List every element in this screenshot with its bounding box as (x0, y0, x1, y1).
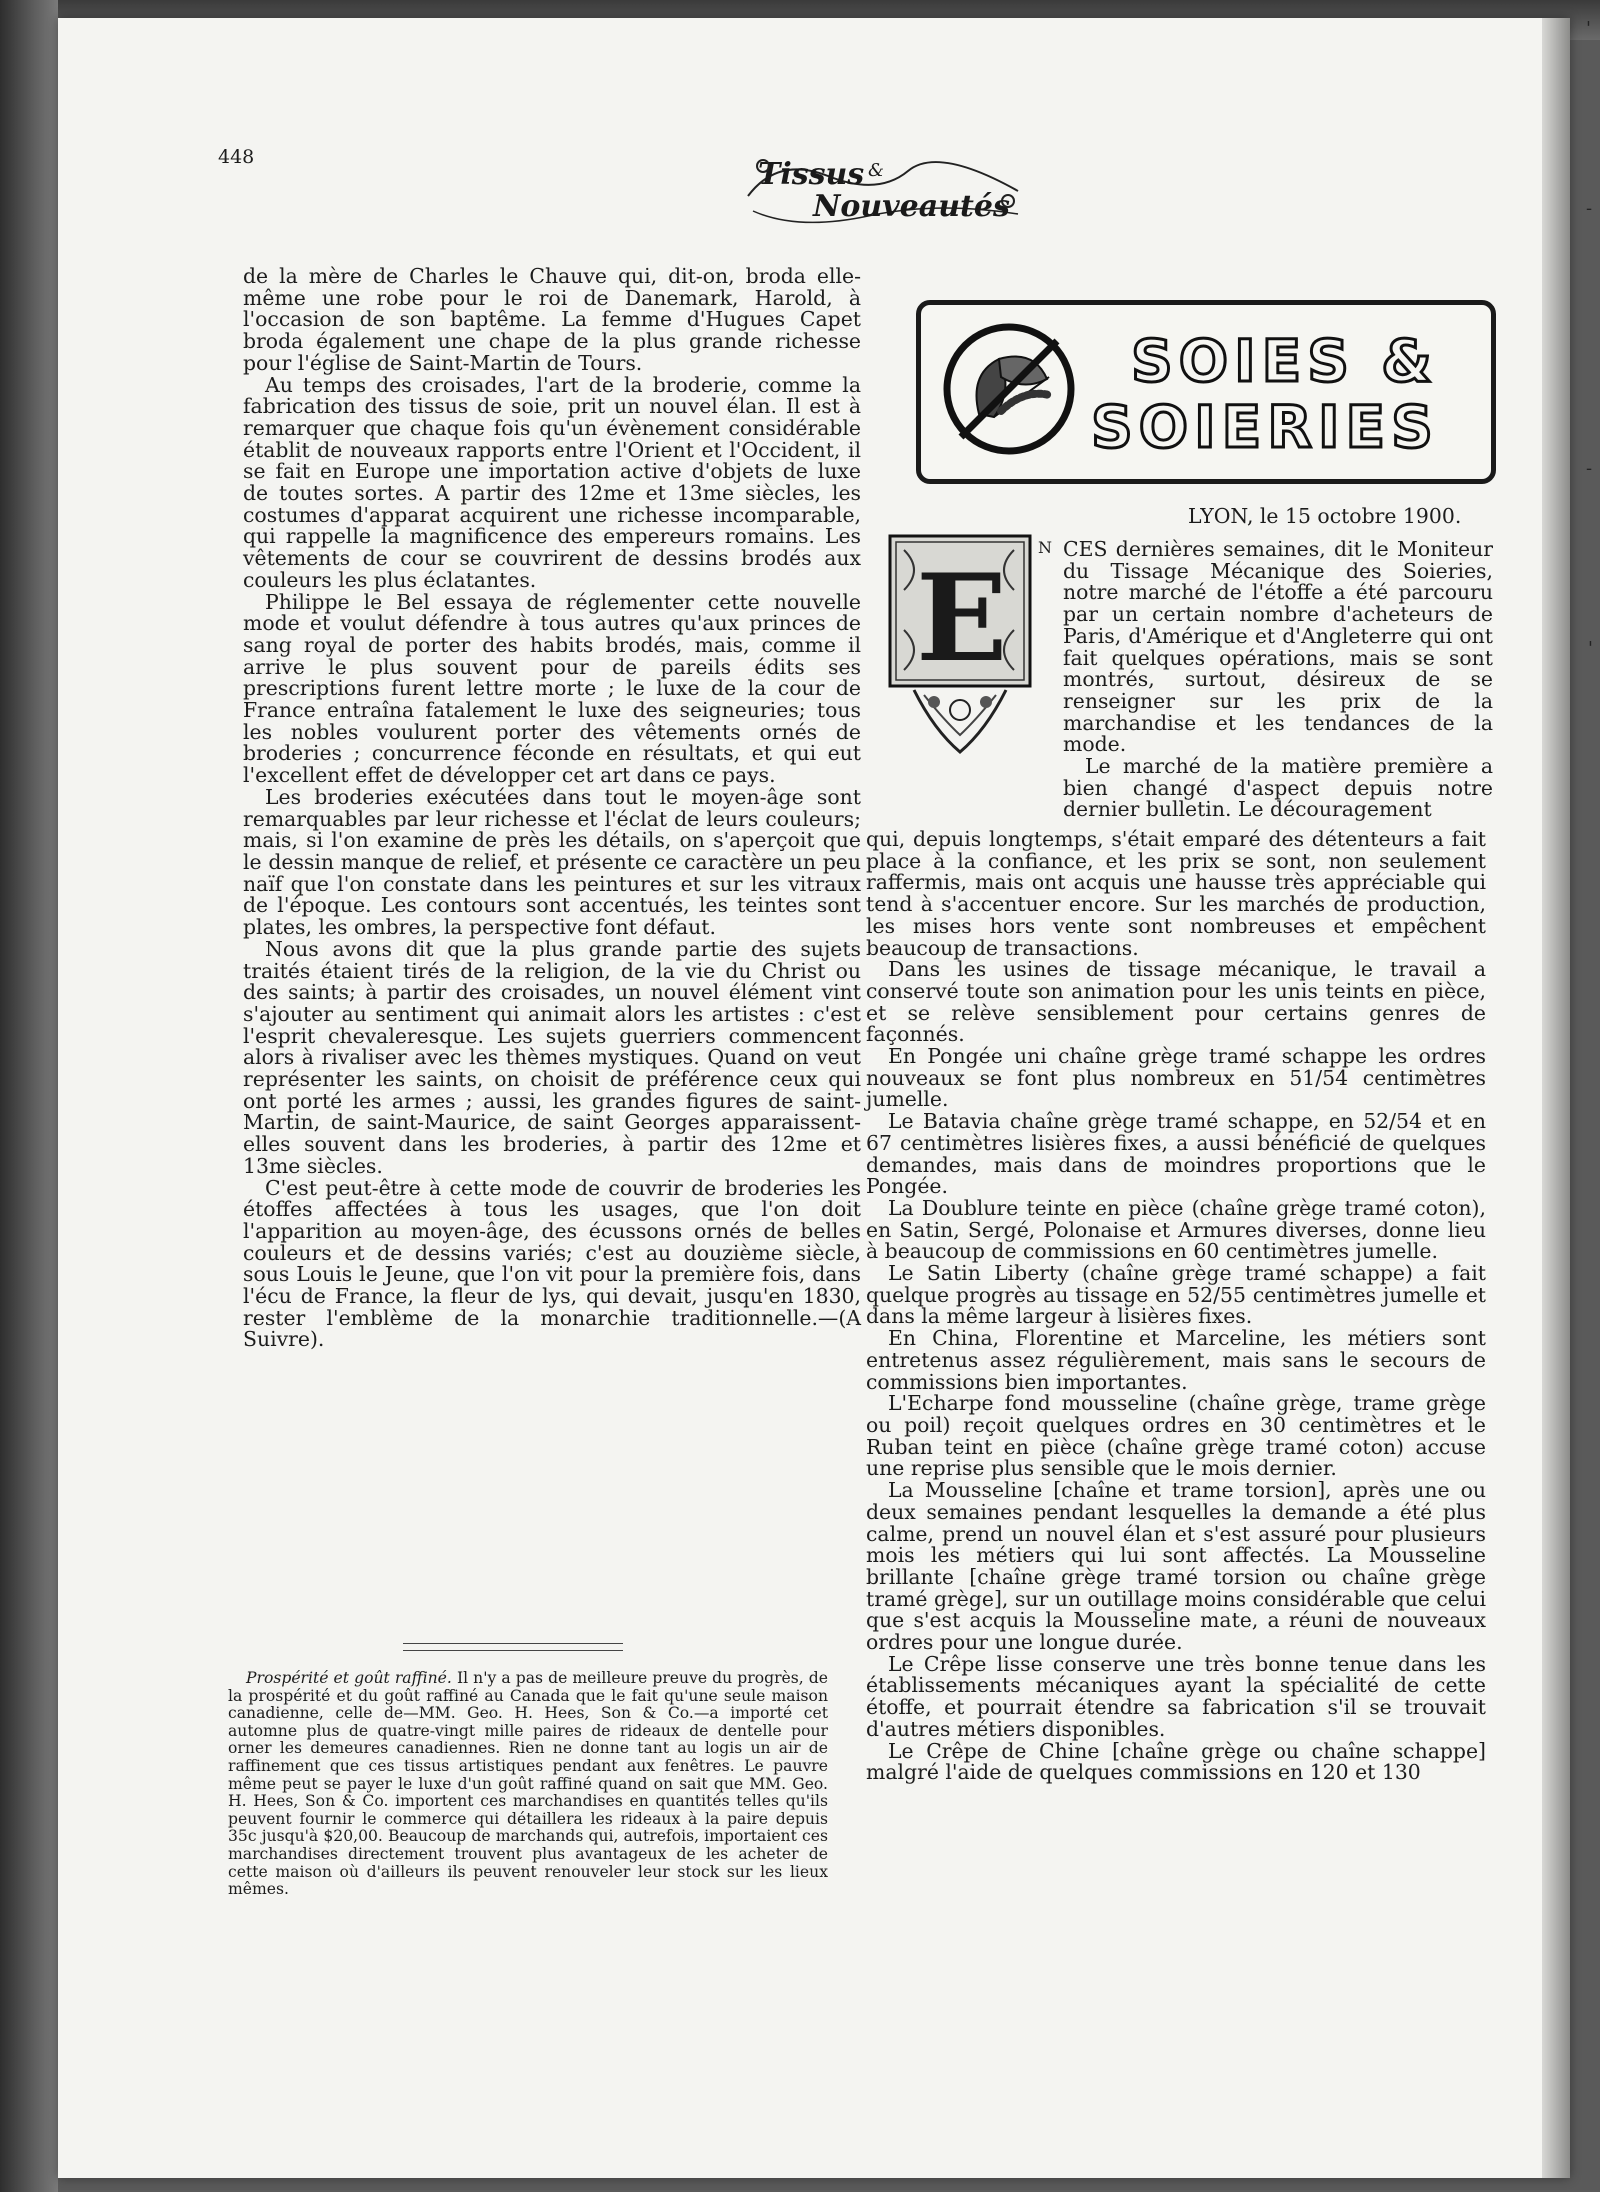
paragraph: Les broderies exécutées dans tout le moyen-âge sont remarquables par leur richesse et l'éclat de leurs couleurs; mais, si l'on examine de près les détails, on s'aperçoit que le dessin manque de relief, et présente ce caractère un peu naïf que l'on constate dans les peintures et sur les vitraux de l'époque. Les contours sont accentués, les teintes sont plates, les ombres, la perspective font défaut. (243, 784, 861, 940)
paragraph: C'est peut-être à cette mode de couvrir de broderies les étoffes affectées à tous les usages, que l'on doit l'apparition au moyen-âge, des écussons ornés de belles couleurs et de dessins variés; c'est au douzième siècle, sous Louis le Jeune, que l'on vit pour la première fois, dans l'écu de France, la fleur de lys, qui devait, jusqu'en 1830, rester l'emblème de la monarchie traditionnelle.—(A Suivre). (243, 1175, 861, 1352)
paragraph: Nous avons dit que la plus grande partie des sujets traités étaient tirés de la religion, de la vie du Christ ou des saints; à partir des croisades, un nouvel élément vint s'ajouter au sentiment qui animait alors les artistes : c'est l'esprit chevaleresque. Les sujets guerriers commencent alors à rivaliser avec les thèmes mystiques. Quand on veut représenter les saints, on choisit de préférence ceux qui ont porté les armes ; aussi, les grandes figures de saint-Martin, de saint-Maurice, de saint Georges apparaissent-elles souvent dans les broderies, à partir des 12me et 13me siècles. (243, 936, 861, 1178)
paragraph: La Mousseline [chaîne et trame torsion], après une ou deux semaines pendant lesquelles la demande a été plus calme, prend un nouvel élan et s'est assuré pour plusieurs mois les métiers qui lui sont affectés. La Mousseline brillante [chaîne grège tramé torsion ou chaîne grège tramé grège], sur un outillage moins considérable que celui que s'est acquis la Mousseline mate, a réuni de nouveaux ordres pour une longue durée. (866, 1478, 1486, 1655)
margin-mark: - (1586, 198, 1593, 219)
dateline: LYON, le 15 octobre 1900. (1188, 504, 1462, 528)
section-title-line-1: SOIES & (1131, 327, 1438, 395)
right-column-intro (1063, 539, 1493, 821)
section-divider (403, 1643, 623, 1651)
paragraph: La Doublure teinte en pièce (chaîne grège tramé coton), en Satin, Sergé, Polonaise et Armures diverses, donne lieu à beaucoup de commissions en 60 centimètres jumelle. (866, 1195, 1486, 1264)
footnote-text: Il n'y a pas de meilleure preuve du progrès, de la prospérité et du goût raffiné au Canada que le fait qu'une seule maison canadienne, celle de—MM. Geo. H. Hees, Son & Co.—a importé cet automne plus de quatre-vingt mille paires de rideaux de dentelle pour orner les demeures canadiennes. Rien ne donne tant au logis un air de raffinement que ces tissus artistiques pendant aux fenêtres. Le pauvre même peut se payer le luxe d'un goût raffiné quand on sait que MM. Geo. H. Hees, Son & Co. importent ces marchandises en quantités telles qu'ils peuvent fournir le commerce qui détaillera les rideaux à la paire depuis 35c jusqu'à $20,00. Beaucoup de marchands qui, autrefois, importaient ces marchandises directement trouvent plus avantageux de les acheter de cette maison où d'ailleurs ils peuvent renouveler leur stock sur les lieux mêmes. (228, 1669, 828, 1899)
paragraph: En Pongée uni chaîne grège tramé schappe les ordres nouveaux se font plus nombreux en 51/54 centimètres jumelle. (866, 1044, 1486, 1112)
page-right-border (1542, 18, 1570, 2178)
document-page (58, 18, 1593, 2178)
paragraph: Le Crêpe de Chine [chaîne grège ou chaîne schappe] malgré l'aide de quelques commissions en 120 et 130 (866, 1738, 1486, 1785)
section-banner (916, 300, 1496, 484)
paragraph: Le Batavia chaîne grège tramé schappe, en 52/54 et en 67 centimètres lisières fixes, a aussi bénéficié de quelques demandes, mais dans de moindres proportions que le Pongée. (866, 1109, 1486, 1199)
footnote (228, 1670, 828, 1899)
drop-cap-continuation: N (1038, 538, 1052, 557)
paragraph: Philippe le Bel essaya de réglementer cette nouvelle mode et voulut défendre à tous autres qu'aux princes de sang royal de porter des habits brodés, mais, comme il arrive le plus souvent pour de pareils édits ses prescriptions furent lettre morte ; le luxe de la cour de France entraîna fatalement le luxe des seigneuries; tous les nobles voulurent porter des vêtements ornés de broderies ; concurrence féconde en résultats, et qui eut l'excellent effet de développer cet art dans ce pays. (243, 589, 861, 788)
page-number: 448 (218, 146, 255, 168)
silk-leaf-silkworm-icon (939, 319, 1079, 459)
margin-mark: - (1586, 458, 1593, 479)
paragraph: qui, depuis longtemps, s'était emparé des détenteurs a fait place à la confiance, et les prix se sont, non seulement raffermis, mais ont acquis une hausse très appréciable qui tend à s'accentuer encore. Sur les marchés de production, les mises hors vente sont nombreuses et empêchent beaucoup de transactions. (866, 827, 1486, 960)
paragraph: Dans les usines de tissage mécanique, le travail a conservé toute son animation pour les unis teints en pièce, et se relève sensiblement pour certains genres de façonnés. (866, 957, 1486, 1047)
paragraph: Le marché de la matière première a bien changé d'aspect depuis notre dernier bulletin. Le découragement (1063, 754, 1493, 822)
svg-text:Nouveautés: Nouveautés (813, 189, 1010, 224)
paragraph: CES dernières semaines, dit le Moniteur du Tissage Mécanique des Soieries, notre marché de l'étoffe a été parcouru par un certain nombre d'acheteurs de Paris, d'Amérique et d'Angleterre qui ont fait quelques opérations, mais se sont montrés, surtout, désireux de se renseigner sur les prix de la marchandise et les tendances de la mode. (1063, 537, 1493, 757)
paragraph: L'Echarpe fond mousseline (chaîne grège, trame grège ou poil) reçoit quelques ordres en 30 centimètres et le Ruban teint en pièce (chaîne grège tramé coton) accuse une reprise plus sensible que le mois dernier. (866, 1391, 1486, 1481)
paragraph: Au temps des croisades, l'art de la broderie, comme la fabrication des tissus de soie, prit un nouvel élan. Il est à remarquer que chaque fois qu'un évènement considérable établit de nouveaux rapports entre l'Orient et l'Occident, il se fait en Europe une importation active d'objets de luxe de toutes sortes. A partir des 12me et 13me siècles, les costumes d'apparat acquirent une richesse incomparable, qui rappelle la magnificence des empereurs romains. Les vêtements de cour se couvrirent de dessins brodés aux couleurs les plus éclatantes. (243, 372, 861, 592)
margin-mark: ' (1586, 18, 1591, 39)
footnote-title: Prospérité et goût raffiné. (246, 1669, 452, 1687)
paragraph: En China, Florentine et Marceline, les métiers sont entretenus assez régulièrement, mais sans le secours de commissions bien importantes. (866, 1326, 1486, 1394)
masthead-logo (738, 136, 1028, 236)
section-title-line-2: SOIERIES (1091, 393, 1439, 461)
paragraph: de la mère de Charles le Chauve qui, dit-on, broda elle-même une robe pour le roi de Danemark, Harold, à l'occasion de son baptême. La femme d'Hugues Capet broda également une chape de la plus grande richesse pour l'église de Saint-Martin de Tours. (243, 264, 861, 375)
paragraph: Le Crêpe lisse conserve une très bonne tenue dans les établissements mécaniques ayant la spécialité de cette étoffe, et pourrait étendre sa fabrication s'il se trouvait d'autres métiers disponibles. (866, 1651, 1486, 1741)
scan-left-edge (0, 0, 58, 2192)
decorative-drop-cap (884, 530, 1066, 758)
svg-text:Tissus: Tissus (758, 157, 865, 192)
left-column-text (243, 266, 861, 1351)
svg-text:&: & (868, 160, 885, 181)
drop-cap-letter: E (916, 548, 1008, 689)
paragraph: Le Satin Liberty (chaîne grège tramé schappe) a fait quelque progrès au tissage en 52/55 centimètres jumelle et dans la même largeur à lisières fixes. (866, 1261, 1486, 1329)
margin-marks (1582, 18, 1600, 2178)
right-column-text (866, 829, 1486, 1784)
margin-mark: ' (1588, 638, 1593, 659)
